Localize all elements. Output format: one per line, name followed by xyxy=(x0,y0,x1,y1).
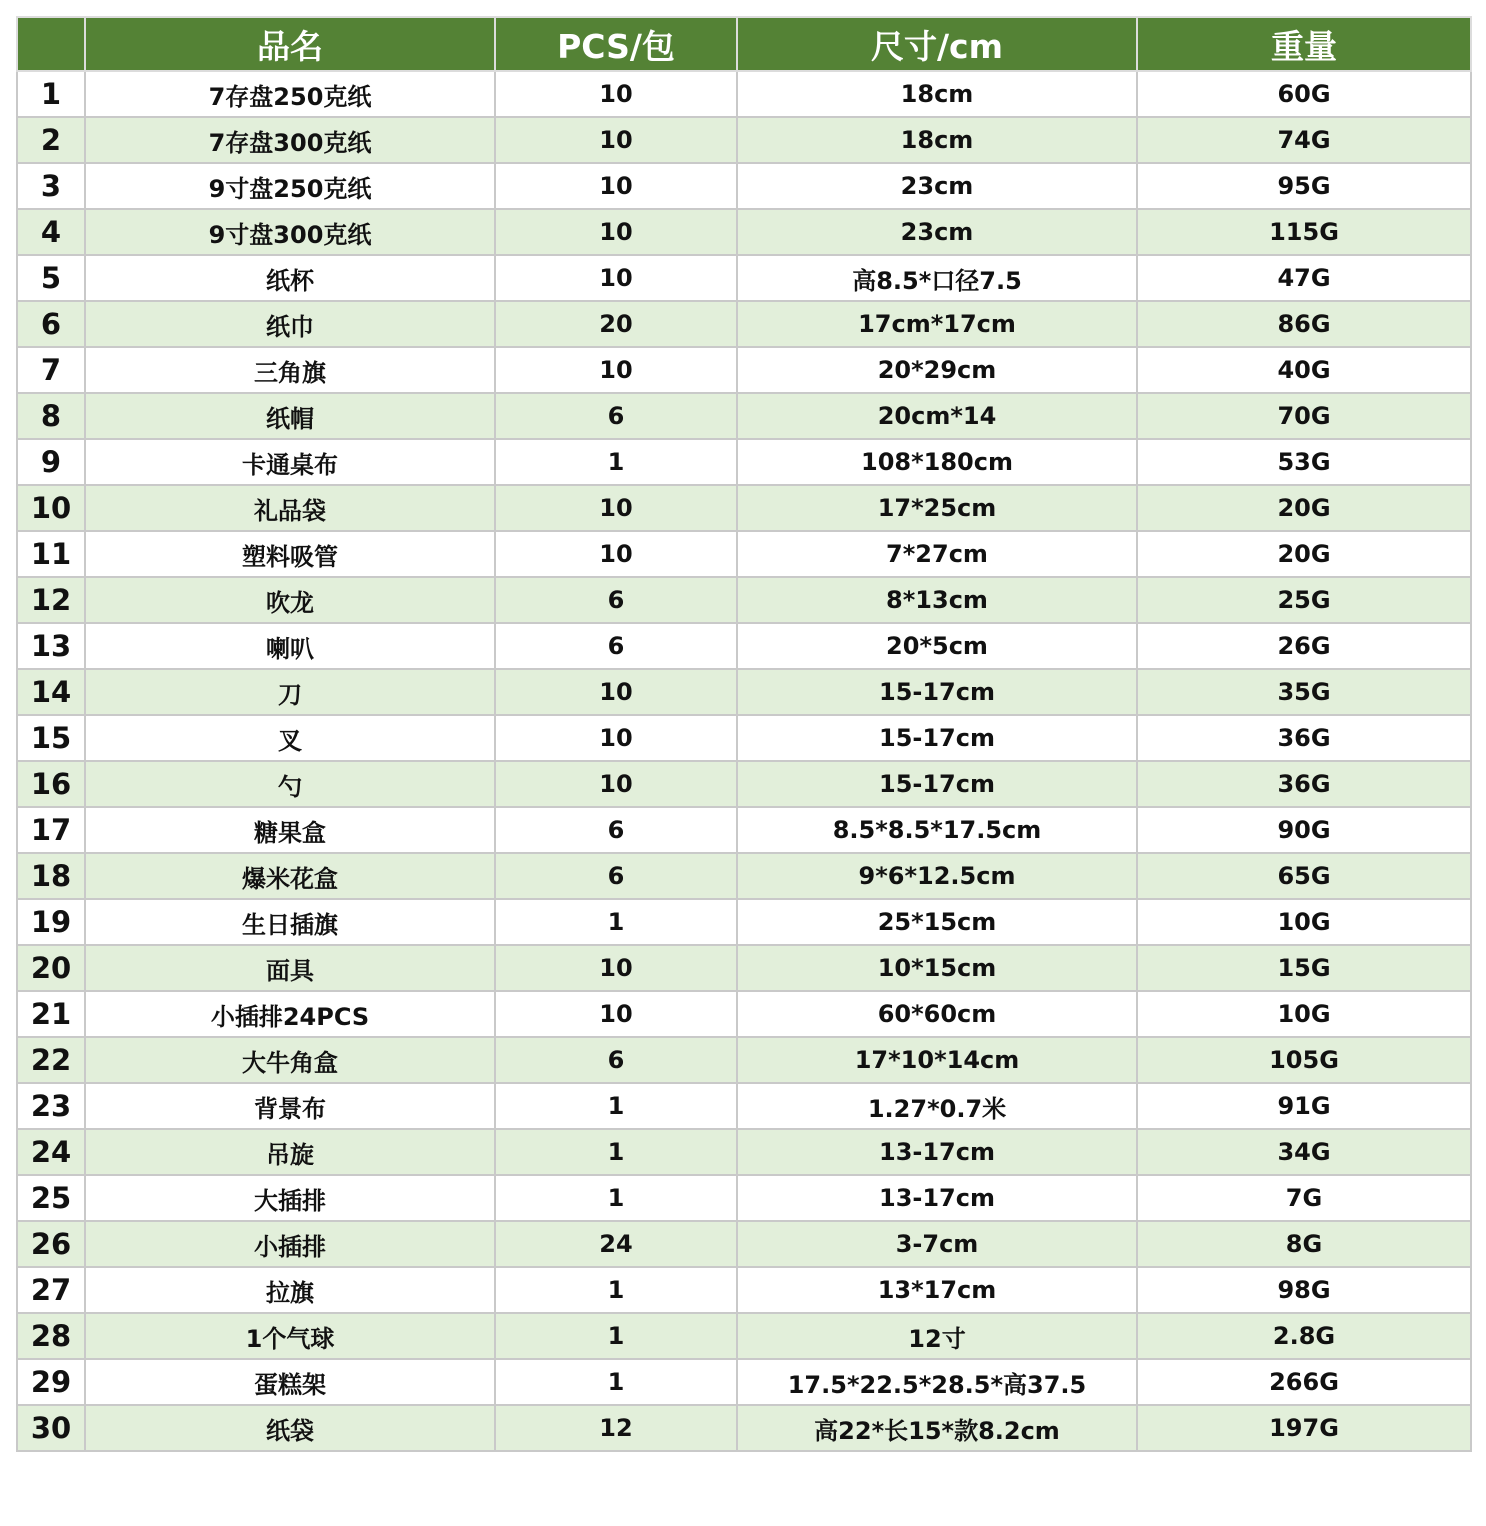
header-size: 尺寸/cm xyxy=(737,17,1137,71)
cell-name: 吹龙 xyxy=(85,577,495,623)
table-row xyxy=(17,1037,1471,1083)
cell-size: 23cm xyxy=(737,209,1137,255)
table-row xyxy=(17,991,1471,1037)
cell-pcs: 10 xyxy=(495,71,737,117)
cell-pcs: 6 xyxy=(495,807,737,853)
table-row xyxy=(17,623,1471,669)
cell-size: 9*6*12.5cm xyxy=(737,853,1137,899)
cell-size: 108*180cm xyxy=(737,439,1137,485)
cell-pcs: 6 xyxy=(495,393,737,439)
cell-pcs: 10 xyxy=(495,209,737,255)
cell-weight: 40G xyxy=(1137,347,1471,393)
cell-pcs: 24 xyxy=(495,1221,737,1267)
cell-pcs: 12 xyxy=(495,1405,737,1451)
table-row xyxy=(17,1175,1471,1221)
cell-weight: 26G xyxy=(1137,623,1471,669)
cell-weight: 8G xyxy=(1137,1221,1471,1267)
table-row xyxy=(17,899,1471,945)
cell-size: 8*13cm xyxy=(737,577,1137,623)
cell-index: 30 xyxy=(17,1405,85,1451)
table-header xyxy=(17,17,1471,71)
cell-size: 3-7cm xyxy=(737,1221,1137,1267)
cell-weight: 197G xyxy=(1137,1405,1471,1451)
table-row xyxy=(17,255,1471,301)
table-row xyxy=(17,1221,1471,1267)
cell-pcs: 20 xyxy=(495,301,737,347)
table-row xyxy=(17,1129,1471,1175)
table-row xyxy=(17,853,1471,899)
cell-index: 18 xyxy=(17,853,85,899)
cell-weight: 20G xyxy=(1137,485,1471,531)
cell-pcs: 1 xyxy=(495,899,737,945)
cell-pcs: 10 xyxy=(495,117,737,163)
cell-size: 60*60cm xyxy=(737,991,1137,1037)
cell-weight: 20G xyxy=(1137,531,1471,577)
cell-name: 7存盘250克纸 xyxy=(85,71,495,117)
cell-weight: 90G xyxy=(1137,807,1471,853)
cell-pcs: 10 xyxy=(495,347,737,393)
cell-weight: 266G xyxy=(1137,1359,1471,1405)
cell-index: 25 xyxy=(17,1175,85,1221)
cell-name: 9寸盘250克纸 xyxy=(85,163,495,209)
cell-weight: 7G xyxy=(1137,1175,1471,1221)
cell-index: 1 xyxy=(17,71,85,117)
cell-index: 26 xyxy=(17,1221,85,1267)
table-row xyxy=(17,1359,1471,1405)
cell-index: 11 xyxy=(17,531,85,577)
cell-pcs: 1 xyxy=(495,1359,737,1405)
table-row xyxy=(17,945,1471,991)
cell-size: 17*10*14cm xyxy=(737,1037,1137,1083)
cell-name: 爆米花盒 xyxy=(85,853,495,899)
cell-weight: 10G xyxy=(1137,991,1471,1037)
cell-name: 拉旗 xyxy=(85,1267,495,1313)
table-row xyxy=(17,1267,1471,1313)
table-row xyxy=(17,209,1471,255)
cell-name: 刀 xyxy=(85,669,495,715)
table-body xyxy=(17,71,1471,1451)
cell-name: 吊旋 xyxy=(85,1129,495,1175)
cell-weight: 36G xyxy=(1137,761,1471,807)
header-weight: 重量 xyxy=(1137,17,1471,71)
table-row xyxy=(17,301,1471,347)
cell-weight: 25G xyxy=(1137,577,1471,623)
cell-pcs: 10 xyxy=(495,163,737,209)
cell-size: 15-17cm xyxy=(737,761,1137,807)
cell-pcs: 1 xyxy=(495,1267,737,1313)
cell-weight: 53G xyxy=(1137,439,1471,485)
cell-index: 8 xyxy=(17,393,85,439)
cell-index: 21 xyxy=(17,991,85,1037)
cell-pcs: 6 xyxy=(495,623,737,669)
cell-name: 背景布 xyxy=(85,1083,495,1129)
cell-name: 三角旗 xyxy=(85,347,495,393)
cell-pcs: 6 xyxy=(495,577,737,623)
cell-size: 12寸 xyxy=(737,1313,1137,1359)
cell-index: 22 xyxy=(17,1037,85,1083)
table-row xyxy=(17,1313,1471,1359)
cell-pcs: 10 xyxy=(495,945,737,991)
cell-name: 纸袋 xyxy=(85,1405,495,1451)
cell-name: 叉 xyxy=(85,715,495,761)
cell-size: 15-17cm xyxy=(737,669,1137,715)
cell-index: 7 xyxy=(17,347,85,393)
cell-index: 24 xyxy=(17,1129,85,1175)
cell-index: 13 xyxy=(17,623,85,669)
cell-pcs: 1 xyxy=(495,1175,737,1221)
cell-pcs: 6 xyxy=(495,853,737,899)
cell-size: 20cm*14 xyxy=(737,393,1137,439)
cell-size: 高22*长15*款8.2cm xyxy=(737,1405,1137,1451)
cell-index: 12 xyxy=(17,577,85,623)
cell-index: 27 xyxy=(17,1267,85,1313)
cell-size: 20*29cm xyxy=(737,347,1137,393)
header-row xyxy=(17,17,1471,71)
cell-index: 3 xyxy=(17,163,85,209)
header-pcs: PCS/包 xyxy=(495,17,737,71)
cell-name: 纸巾 xyxy=(85,301,495,347)
cell-pcs: 1 xyxy=(495,439,737,485)
cell-name: 卡通桌布 xyxy=(85,439,495,485)
cell-name: 面具 xyxy=(85,945,495,991)
table-row xyxy=(17,1405,1471,1451)
cell-name: 塑料吸管 xyxy=(85,531,495,577)
cell-index: 29 xyxy=(17,1359,85,1405)
cell-weight: 105G xyxy=(1137,1037,1471,1083)
table-row xyxy=(17,669,1471,715)
cell-name: 1个气球 xyxy=(85,1313,495,1359)
table-row xyxy=(17,485,1471,531)
table-row xyxy=(17,807,1471,853)
table-row xyxy=(17,577,1471,623)
cell-pcs: 10 xyxy=(495,715,737,761)
cell-size: 1.27*0.7米 xyxy=(737,1083,1137,1129)
cell-size: 17.5*22.5*28.5*高37.5 xyxy=(737,1359,1137,1405)
cell-size: 25*15cm xyxy=(737,899,1137,945)
cell-pcs: 10 xyxy=(495,255,737,301)
table-row xyxy=(17,715,1471,761)
table-row xyxy=(17,393,1471,439)
cell-name: 勺 xyxy=(85,761,495,807)
cell-name: 纸杯 xyxy=(85,255,495,301)
cell-name: 生日插旗 xyxy=(85,899,495,945)
cell-index: 20 xyxy=(17,945,85,991)
header-name: 品名 xyxy=(85,17,495,71)
cell-weight: 47G xyxy=(1137,255,1471,301)
cell-weight: 98G xyxy=(1137,1267,1471,1313)
cell-name: 小插排24PCS xyxy=(85,991,495,1037)
cell-name: 小插排 xyxy=(85,1221,495,1267)
cell-size: 高8.5*口径7.5 xyxy=(737,255,1137,301)
cell-size: 18cm xyxy=(737,117,1137,163)
cell-name: 大牛角盒 xyxy=(85,1037,495,1083)
table-row xyxy=(17,439,1471,485)
cell-pcs: 1 xyxy=(495,1313,737,1359)
cell-index: 17 xyxy=(17,807,85,853)
cell-index: 9 xyxy=(17,439,85,485)
cell-size: 17*25cm xyxy=(737,485,1137,531)
cell-weight: 70G xyxy=(1137,393,1471,439)
cell-weight: 91G xyxy=(1137,1083,1471,1129)
cell-pcs: 1 xyxy=(495,1129,737,1175)
cell-weight: 74G xyxy=(1137,117,1471,163)
cell-size: 20*5cm xyxy=(737,623,1137,669)
cell-index: 4 xyxy=(17,209,85,255)
cell-weight: 10G xyxy=(1137,899,1471,945)
table-row xyxy=(17,163,1471,209)
cell-size: 10*15cm xyxy=(737,945,1137,991)
cell-weight: 36G xyxy=(1137,715,1471,761)
cell-weight: 95G xyxy=(1137,163,1471,209)
cell-weight: 15G xyxy=(1137,945,1471,991)
cell-size: 13*17cm xyxy=(737,1267,1137,1313)
cell-index: 16 xyxy=(17,761,85,807)
cell-weight: 60G xyxy=(1137,71,1471,117)
cell-index: 23 xyxy=(17,1083,85,1129)
cell-name: 9寸盘300克纸 xyxy=(85,209,495,255)
cell-size: 18cm xyxy=(737,71,1137,117)
cell-index: 6 xyxy=(17,301,85,347)
table-row xyxy=(17,117,1471,163)
product-spec-table xyxy=(16,16,1472,1452)
cell-pcs: 10 xyxy=(495,761,737,807)
cell-index: 10 xyxy=(17,485,85,531)
cell-name: 喇叭 xyxy=(85,623,495,669)
cell-name: 纸帽 xyxy=(85,393,495,439)
cell-name: 7存盘300克纸 xyxy=(85,117,495,163)
cell-index: 2 xyxy=(17,117,85,163)
cell-index: 15 xyxy=(17,715,85,761)
table-row xyxy=(17,71,1471,117)
table-row xyxy=(17,531,1471,577)
cell-weight: 115G xyxy=(1137,209,1471,255)
cell-size: 17cm*17cm xyxy=(737,301,1137,347)
cell-index: 19 xyxy=(17,899,85,945)
cell-weight: 86G xyxy=(1137,301,1471,347)
cell-pcs: 1 xyxy=(495,1083,737,1129)
cell-name: 大插排 xyxy=(85,1175,495,1221)
table-row xyxy=(17,761,1471,807)
cell-pcs: 6 xyxy=(495,1037,737,1083)
cell-size: 13-17cm xyxy=(737,1129,1137,1175)
cell-weight: 34G xyxy=(1137,1129,1471,1175)
cell-pcs: 10 xyxy=(495,669,737,715)
cell-size: 8.5*8.5*17.5cm xyxy=(737,807,1137,853)
cell-size: 23cm xyxy=(737,163,1137,209)
cell-index: 14 xyxy=(17,669,85,715)
cell-weight: 35G xyxy=(1137,669,1471,715)
cell-pcs: 10 xyxy=(495,991,737,1037)
table-row xyxy=(17,1083,1471,1129)
cell-pcs: 10 xyxy=(495,485,737,531)
cell-size: 15-17cm xyxy=(737,715,1137,761)
cell-size: 7*27cm xyxy=(737,531,1137,577)
cell-name: 蛋糕架 xyxy=(85,1359,495,1405)
cell-pcs: 10 xyxy=(495,531,737,577)
cell-index: 28 xyxy=(17,1313,85,1359)
header-index xyxy=(17,17,85,71)
cell-size: 13-17cm xyxy=(737,1175,1137,1221)
cell-weight: 2.8G xyxy=(1137,1313,1471,1359)
cell-index: 5 xyxy=(17,255,85,301)
cell-weight: 65G xyxy=(1137,853,1471,899)
cell-name: 糖果盒 xyxy=(85,807,495,853)
cell-name: 礼品袋 xyxy=(85,485,495,531)
table-row xyxy=(17,347,1471,393)
